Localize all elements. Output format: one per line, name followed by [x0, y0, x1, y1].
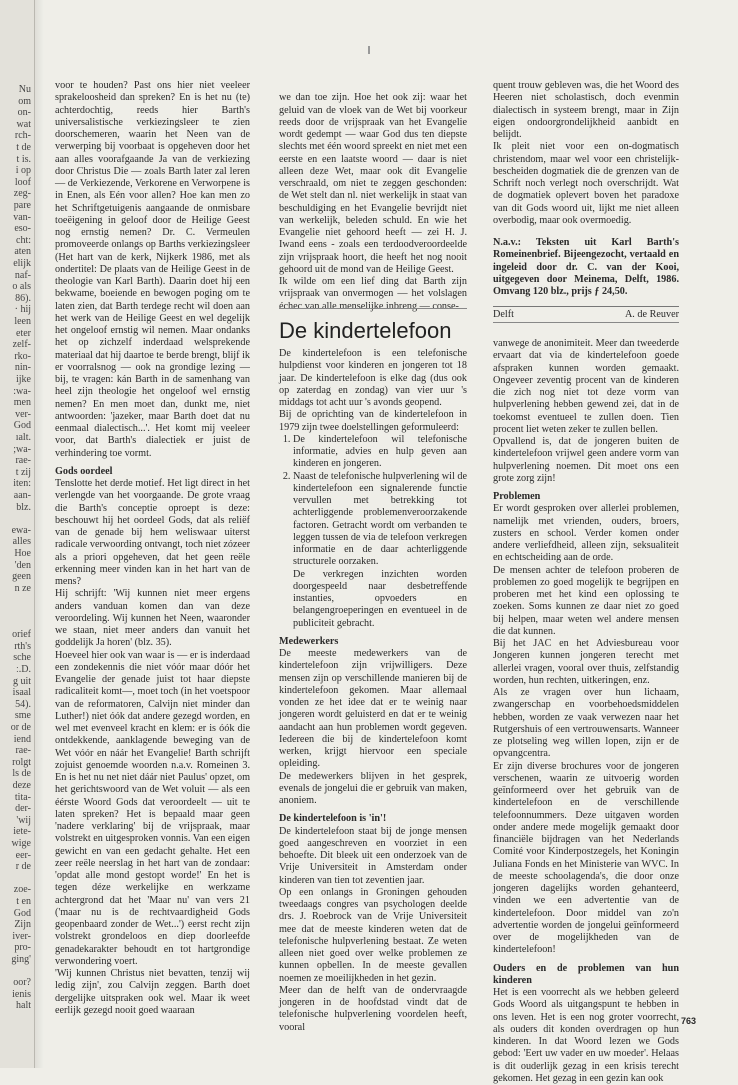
page-number: 763: [680, 1016, 696, 1026]
margin-fragment: 54).: [15, 698, 31, 710]
margin-fragment: iten:: [13, 478, 31, 490]
margin-fragment: blz.: [16, 501, 31, 513]
margin-fragment: zoe-: [13, 884, 31, 896]
in-text: De kindertelefoon staat bij de jonge mensen goed aangeschreven en voorziet in een behoefte. Dit bleek uit een onderzoek van de Vrije Universiteit in Amsterdam onder kinderen van tien tot zeventien jaar. Op een onlangs in Groningen gehouden tweedaags congres van psychologen deelde drs. J. Roebrock van de Vrije Universiteit mee dat de meeste kinderen weten dat de telefonische hulpverlening bestaat. Ze weten alleen niet goed over welke problemen ze kunnen opbellen. In de meeste gevallen noemen ze moeilijkheden in het gezin. Meer dan de helft van de ondervraagde jongeren in de hoofdstad vindt dat de telefonische hulpverlening voordelen heeft, vooral: [279, 825, 467, 1033]
margin-fragment: iend: [13, 733, 31, 745]
col1-paragraph-1: voor te houden? Past ons hier niet veeleer sprakeloosheid dan spreken? En is het nu (te) achterdochtig, reeds hier Barth's universalistische verkiezingsleer te zien doorschemeren, waarin het Neen van de verwerping bij voorbaat is opgeheven door het aan alles voorafgaande Ja van de verkiezing door Christus Die — zoals Barth later zal leren — de Verkiezende, Verkorene en Verworpene is in Enen, als Eén voor allen? Hoe kan men zo het Schriftgetuigenis aangaande de onmisbare toeëigening in geloof door de Heilige Geest nog ernstig nemen? Dr. C. Vermeulen promoveerde onlangs op Barths verkiezingsleer (Het hart van de kerk, Nijkerk 1986, met als ondertitel: De plaats van de Heilige Geest in de theologie van Karl Barth). Daarin doet hij een bekwame, boeiende en bewogen poging om te laten zien, dat Barth terdege recht wil doen aan het werk van de Heilige Geest en wel degelijk het ongeloof ernstig wil nemen. Maar ondanks het op zichzelf inderdaad welsprekende materiaal dat hij daartoe te berde brengt, blijf ik er voorralsnog — ook na grondige lezing — bij, te vragen: kán Barth in de samenhang van heel zijn theologie het ongeloof wel ernstig nemen? En men moet dan, dunkt me, niet antwoorden: 'jazeker, maar Barth doet dat nu eenmaal dialectisch...'. Het komt mij veeleer voor, dat Barth's dialectiek er juist de verhindering toe vormt.: [55, 80, 250, 459]
col3-review-text: quent trouw gebleven was, die het Woord des Heeren niet scholastisch, doch evenmin dialectisch in systeem brengt, maar in Zijn eigen ondoorgrondelijkheid aanbidt en belijdt. Ik pleit niet voor een on-dogmatisch christendom, maar wel voor een christelijk-bescheiden dogmatiek die de grenzen van de Schrift noch verlegt noch overschrijdt. Wat de dogmatiek oplevert boven het paradoxe van dit Gods woord uit, lijkt me niet alleen overbodig, maar ook overmoedig.: [493, 80, 679, 226]
margin-fragment: God: [13, 420, 31, 432]
signature-place: Delft: [493, 309, 514, 321]
margin-fragment: · hij: [14, 304, 31, 316]
margin-fragment: t de: [16, 142, 31, 153]
previous-page-edge: [0, 0, 35, 1068]
margin-fragment: zeg-: [13, 188, 31, 200]
margin-fragment: 'den: [14, 559, 31, 571]
margin-fragment: ː.D.: [16, 664, 31, 675]
heading-gods-oordeel: Gods oordeel: [55, 465, 113, 477]
margin-fragment: rolgt: [12, 756, 31, 768]
margin-fragment: elijk: [13, 258, 31, 269]
margin-fragment: deze: [12, 780, 31, 791]
margin-fragment: Zijn: [14, 919, 31, 931]
margin-fragment: sme: [14, 710, 31, 722]
margin-fragment: t is.: [16, 153, 31, 165]
margin-fragment: naf-: [14, 269, 31, 281]
margin-fragment: rch-: [14, 130, 31, 142]
margin-fragment: ienis: [12, 988, 31, 1000]
margin-fragment: wat: [16, 118, 31, 130]
section-divider: [279, 308, 467, 309]
margin-fragment: ging': [11, 954, 31, 965]
margin-fragment: Hoe: [14, 548, 31, 559]
margin-fragment: pro-: [14, 942, 31, 954]
margin-fragment: ewa-: [11, 524, 31, 536]
margin-fragment: pare: [13, 200, 31, 211]
margin-fragment: 'wij: [16, 814, 31, 826]
heading-medewerkers: Medewerkers: [279, 635, 339, 647]
col2-review-text: we dan toe zijn. Hoe het ook zij: waar het geluid van de vloek van de Wet bij voorkeur reeds door de vrijspraak van het Evangelie wordt gedempt — waar God dus ten diepste slechts met één woord spreekt en niet met een eerste en een laatste woord — daar is niet alleen deze Wet, maar ook dit Evangelie verschraald, om niet te zeggen geschonden: de Wet stelt dan nl. niet werkelijk in staat van beschuldiging en het Evangelie bevrijdt niet van werkelijk, beleden schuld. En wie het Evangelie niet gehoord heeft — zei H. J. Iwand eens - zoals een terdoodveroordeelde zijn vrijspraak hoort, die heeft het nog nooit gehoord uit de mond van de Heilige Geest. Ik wilde om een lief ding dat Barth zijn vrijspraak van onvermogen — het volslagen échec van alle menselijke inbreng — conse-: [279, 92, 467, 312]
margin-fragment: o als: [12, 281, 31, 293]
column-1: [55, 80, 250, 1017]
margin-fragment: God: [13, 907, 31, 919]
goal-item: 2. Naast de telefonische hulpverlening wil de kindertelefoon een signalerende functie vervullen met betrekking tot achterliggende problemenveroorzakende factoren. Getracht wordt om verbanden te leggen tussen de via de telefoon verkregen informatie en de daar achterliggende structurele oorzaken. De verkregen inzichten worden doorgespeeld naar desbetreffende instanties, opvoeders en belangengroeperingen en eventueel in de publiciteit gebracht.: [293, 471, 467, 630]
margin-fragment: alles: [12, 536, 31, 548]
book-reference: N.a.v.: Teksten uit Karl Barth's Romeinenbrief. Bijeengezocht, vertaald en ingeleid door dr. C. van der Kooi, uitgegeven door Meinema, Delft, 1986. Omvang 120 blz., prijs ƒ 24,50.: [493, 237, 679, 297]
margin-fragment: g uit: [12, 675, 31, 687]
section-divider-2: [493, 322, 679, 323]
margin-fragment: rae-: [15, 455, 31, 467]
margin-fragment: aan-: [13, 490, 31, 501]
margin-fragment: ijke: [16, 374, 31, 385]
heading-problemen: Problemen: [493, 491, 541, 502]
margin-fragment: nin-: [14, 362, 31, 374]
margin-fragment: leen: [14, 316, 31, 327]
margin-fragment: om: [18, 95, 31, 107]
margin-fragment: t zij: [15, 466, 31, 478]
margin-fragment: zelf-: [12, 339, 31, 351]
article-title: De kindertelefoon: [279, 318, 452, 343]
margin-fragment: aten: [14, 246, 31, 258]
ouders-text: Het is een voorrecht als we hebben geleerd Gods Woord als uitgangspunt te hebben in ons leven. Het is een nog groter voorrecht, als ouders dit konden overdragen op hun kinderen. In dat Woord lezen we Gods gebod: 'Eert uw vader en uw moeder'. Helaas is dit ouderlijk gezag in een krisis terecht gekomen. Het gezag in een gezin kan ook: [493, 987, 679, 1084]
margin-fragment: Nu: [18, 84, 31, 95]
margin-fragment: der-: [15, 803, 31, 815]
col1-paragraph-2: Tenslotte het derde motief. Het ligt direct in het verlengde van het voorgaande. De grote vraag die Barth's conceptie oproept is deze: beschouwt hij het oordeel Gods, dat als reliëf van de genade bij hem weliswaar uiterst radicale verwoording ontvangt, toch niet zózeer als a priori opgeheven, dat het geen reële erkenning meer vinden kan in het hart van de mens?: [55, 478, 250, 587]
column-3-top: [493, 80, 679, 322]
margin-fragment: halt: [16, 1000, 31, 1012]
margin-fragment: i op: [15, 165, 31, 177]
margin-fragment: isaal: [12, 687, 31, 699]
margin-fragment: n ze: [14, 582, 31, 594]
margin-fragment: wige: [11, 838, 31, 849]
problemen-text: Er wordt gesproken over allerlei problemen, namelijk met vrienden, ouders, broers, zusters en school. Verder komen onder andere verliefdheid, alleen zijn, seksualiteit en echtscheiding aan de orde. De mensen achter de telefoon proberen de problemen zo goed mogelijk te begrijpen en proberen met het kind een oplossing te zoeken. Soms kunnen ze daar niet zo goed bij helpen, maar weten wel andere mensen die dat kunnen. Bij het JAC en het Adviesbureau voor Jongeren kunnen jongeren terecht met allerlei vragen, vooral over thuis, zelfstandig worden, hun rechten, uitkeringen, enz. Als ze vragen over hun lichaam, zwangerschap en voorbehoedsmiddelen hebben, worden ze vaak verwezen naar het Rutgershuis of een vertrouwensarts. Wanneer ze plotseling weg willen lopen, zijn er de opvangcentra. Er zijn diverse brochures voor de jongeren verschenen, waarin ze uitvoerig worden geïnformeerd over het gebruik van de kindertelefoon en de verschillende telefoonnummers. Deze uitgaven worden onder andere mede mogelijk gemaakt door financiële bijdragen van het Nederlands Comité voor Kinderpostzegels, het Koningin Juliana Fonds en het Ministerie van WVC. In de meeste schoolagenda's, die door onze jongeren dagelijks worden gehanteerd, vinden we een advertentie van de kindertelefoon. Door middel van zo'n advertentie worden de jongelui geïnformeerd over de mogelijkheden van de kindertelefoon!: [493, 503, 679, 956]
column-2-top: [279, 80, 467, 325]
margin-fragment: tita-: [14, 791, 31, 803]
col1-paragraph-3: Hij schrijft: 'Wij kunnen niet meer ergens anders vanduan komen dan van deze veroordeling. Wij kunnen het Neen, waaronder we staan, niet meer anders dan vanuit het goddelijk Ja horen' (blz. 35).: [55, 588, 250, 649]
gutter-shadow: [34, 0, 44, 1068]
signature: [493, 306, 679, 321]
margin-fragment: oor?: [13, 977, 31, 989]
margin-fragment: on-: [17, 107, 31, 119]
margin-fragment: or de: [10, 722, 31, 733]
margin-fragment: ;wa-: [13, 443, 31, 455]
goal-item: 1. De kindertelefoon wil telefonische informatie, advies en hulp geven aan kinderen en jongeren.: [293, 434, 467, 471]
margin-fragment: iete-: [13, 826, 31, 838]
heading-in: De kindertelefoon is 'in'!: [279, 813, 387, 825]
margin-fragment: 86).: [15, 292, 31, 304]
margin-fragment: rko-: [14, 350, 31, 362]
margin-fragment: sche: [13, 652, 31, 664]
col1-paragraph-5: 'Wij kunnen Christus niet bevatten, tenzij wij ledig zijn', zou Calvijn zeggen. Barth doet dergelijke uitspraken ook wel. Maar ik weet eerlijk gezegd nooit goed waaraan: [55, 968, 250, 1016]
goals-list: [279, 434, 467, 630]
signature-author: A. de Reuver: [624, 309, 679, 321]
margin-fragment: geen: [12, 571, 31, 583]
margin-fragment: van-: [13, 211, 31, 223]
margin-fragment: rae-: [15, 745, 31, 757]
margin-fragment: loof: [14, 176, 31, 188]
top-mark: [368, 46, 370, 54]
margin-fragment: eso-: [14, 223, 31, 235]
margin-fragment: :wa-: [13, 385, 31, 397]
margin-fragment: t en: [16, 896, 31, 907]
margin-fragment: ıalt.: [15, 432, 31, 443]
margin-fragment: ver-: [15, 408, 31, 420]
margin-fragment: ls de: [12, 768, 31, 780]
margin-fragment: orief: [12, 629, 31, 641]
margin-fragment: r de: [15, 861, 31, 873]
margin-fragment: rth's: [14, 640, 31, 652]
margin-fragment: iver-: [12, 930, 31, 942]
article-column-2: [279, 318, 467, 1034]
margin-fragment: men: [13, 397, 31, 409]
article-column-3: [493, 338, 679, 1085]
article-intro: De kindertelefoon is een telefonische hulpdienst voor kinderen en jongeren tot 18 jaar. De kindertelefoon is elke dag (dus ook op zaterdag en zondag) van vier uur 's middags tot acht uur 's avonds geopend. Bij de oprichting van de kindertelefoon in 1979 zijn twee doelstellingen geformuleerd:: [279, 348, 467, 433]
margin-fragment: cht:: [16, 234, 31, 246]
margin-fragment: eter: [16, 327, 31, 339]
col3-continued: vanwege de anonimiteit. Meer dan tweederde ervaart dat via de kindertelefoon goede afspraken kunnen worden gemaakt. Ongeveer zeventig procent van de kinderen die zich nog niet tot deze vorm van hulpverlening hebben gewend zei, dat in de toekomst eventueel te zullen doen. Tien procent liet weten zeker te zullen bellen. Opvallend is, dat de jongeren buiten de kindertelefoon vrijwel geen andere vorm van hulpverlening noemen. Dit moet ons een grote zorg zijn!: [493, 338, 679, 484]
medewerkers-text: De meeste medewerkers van de kindertelefoon zijn vrijwilligers. Deze mensen zijn op verschillende manieren bij de kindertelefoon gekomen. Maar allemaal vonden ze het idee dat er te weinig naar jongeren wordt geluisterd en dat er te weinig aandacht aan hun problemen wordt gegeven. Iedereen die bij de kindertelefoon komt werken, krijgt hiervoor een speciale opleiding. De medewerkers blijven in het gesprek, evenals de jongelui die er gebruik van maken, anoniem.: [279, 648, 467, 806]
margin-fragment: eer-: [15, 849, 31, 861]
col1-paragraph-4: Hoeveel hier ook van waar is — er is inderdaad een zondekennis die niet vóór maar dóór het Evangelie der genade juist tot haar diepste radicaliteit komt—, moet toch (in het voetspoor van de reformatoren, Calvijn niet minder dan Luther!) niet óók dat andere gezegd worden, en wel met evenveel kracht en klem: er is óók die ontdekkende, aanklagende beweging van de Wet vóór en náár het Evangelie! Barth schrijft zojuist genoemde woorden n.a.v. Romeinen 3. En is het nu net niet dáár niet Paulus' opzet, om het gerichtswoord van de Wet voluit — als een éérste Woord Gods dat veroordeelt — uit te laten spreken? Het is bepaald maar geen 'nadere verklaring' bij de vrijspraak, maar volstrekt en uitgesproken vonnis. Van een eigen gewicht en van een gedacht gehalte. Het een zeer reële neerslag in het hart van de zondaar: 'opdat alle mond gestopt worde!' En het is tegen déze werkelijke en werkzame achtergrond dat het 'Maar nu' van vers 21 ('maar nu is de rechtvaardigheid Gods geopenbaard zonder de Wet...') eerst recht zijn volstrekt grondeloos en diep doorleefde genadekarakter behoudt en tot hartgrondige verwondering voert.: [55, 649, 250, 967]
heading-ouders: Ouders en de problemen van hun kinderen: [493, 962, 679, 986]
